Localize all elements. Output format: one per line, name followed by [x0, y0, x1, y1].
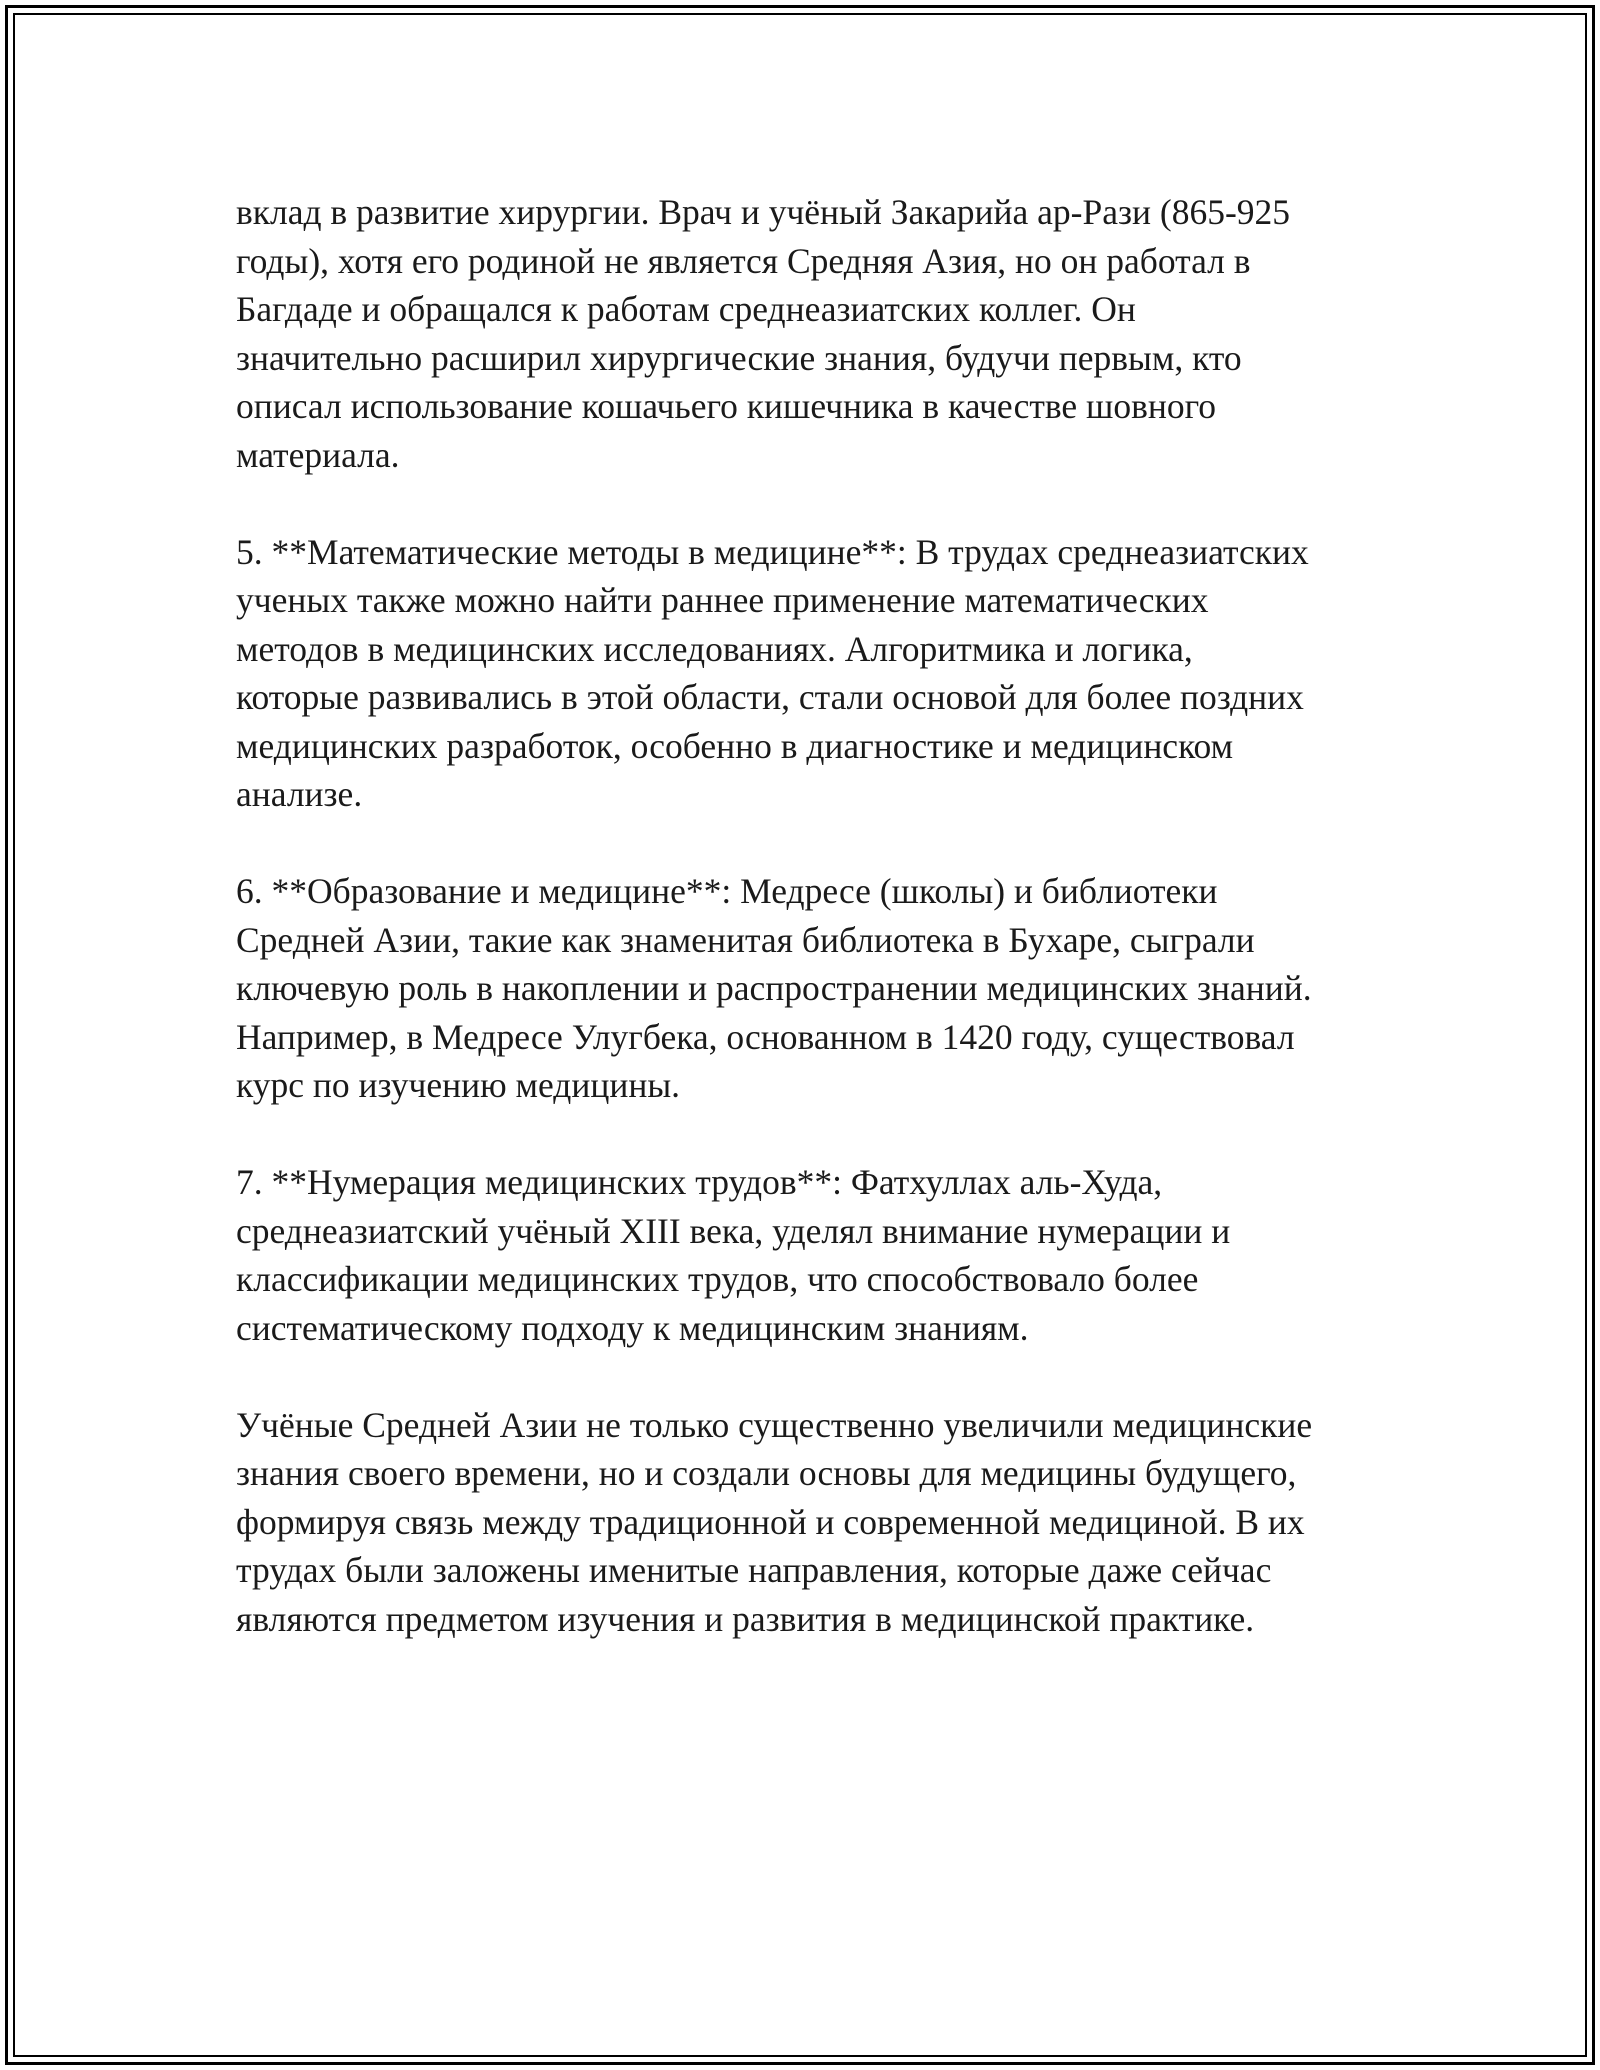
paragraph-item-7: [236, 1158, 1376, 1352]
paragraph-surgery: [236, 188, 1376, 479]
document-body: [236, 188, 1376, 1643]
text-line: которые развивались в этой области, стали основой для более поздних: [236, 677, 1304, 717]
text-line: 7. **Нумерация медицинских трудов**: Фатхуллах аль-Худа,: [236, 1162, 1163, 1202]
text-line: знания своего времени, но и создали основы для медицины будущего,: [236, 1453, 1297, 1493]
text-line: 5. **Математические методы в медицине**: В трудах среднеазиатских: [236, 531, 1309, 572]
text-line: Средней Азии, такие как знаменитая библиотека в Бухаре, сыграли: [236, 919, 1255, 960]
text-line: Например, в Медресе Улугбека, основанном в 1420 году, существовал: [236, 1016, 1295, 1057]
text-line: методов в медицинских исследованиях. Алгоритмика и логика,: [236, 628, 1193, 669]
text-line: ученых также можно найти раннее применение математических: [236, 580, 1209, 620]
text-line: значительно расширил хирургические знания, будучи первым, кто: [236, 337, 1242, 378]
text-line: курс по изучению медицины.: [236, 1065, 681, 1105]
text-line: анализе.: [236, 774, 363, 814]
text-line: материала.: [236, 434, 400, 475]
paragraph-item-6: [236, 867, 1376, 1110]
text-line: систематическому подходу к медицинским знаниям.: [236, 1307, 1029, 1348]
paragraph-conclusion: [236, 1401, 1376, 1644]
text-line: трудах были заложены именитые направления, которые даже сейчас: [236, 1550, 1272, 1590]
text-line: 6. **Образование и медицине**: Медресе (школы) и библиотеки: [236, 871, 1218, 911]
text-line: среднеазиатский учёный XIII века, уделял внимание нумерации и: [236, 1210, 1231, 1251]
text-line: являются предметом изучения и развития в медицинской практике.: [236, 1598, 1255, 1639]
text-line: классификации медицинских трудов, что способствовало более: [236, 1259, 1199, 1299]
paragraph-item-5: [236, 528, 1376, 819]
text-line: формируя связь между традиционной и современной медициной. В их: [236, 1501, 1305, 1542]
text-line: описал использование кошачьего кишечника в качестве шовного: [236, 386, 1217, 426]
text-line: ключевую роль в накоплении и распространении медицинских знаний.: [236, 968, 1312, 1008]
text-line: Учёные Средней Азии не только существенно увеличили медицинские: [236, 1404, 1313, 1445]
text-line: годы), хотя его родиной не является Средняя Азия, но он работал в: [236, 240, 1251, 281]
text-line: Багдаде и обращался к работам среднеазиатских коллег. Он: [236, 289, 1136, 329]
text-line: вклад в развитие хирургии. Врач и учёный Закарийа ар-Рази (865-925: [236, 192, 1291, 232]
text-line: медицинских разработок, особенно в диагностике и медицинском: [236, 725, 1234, 766]
